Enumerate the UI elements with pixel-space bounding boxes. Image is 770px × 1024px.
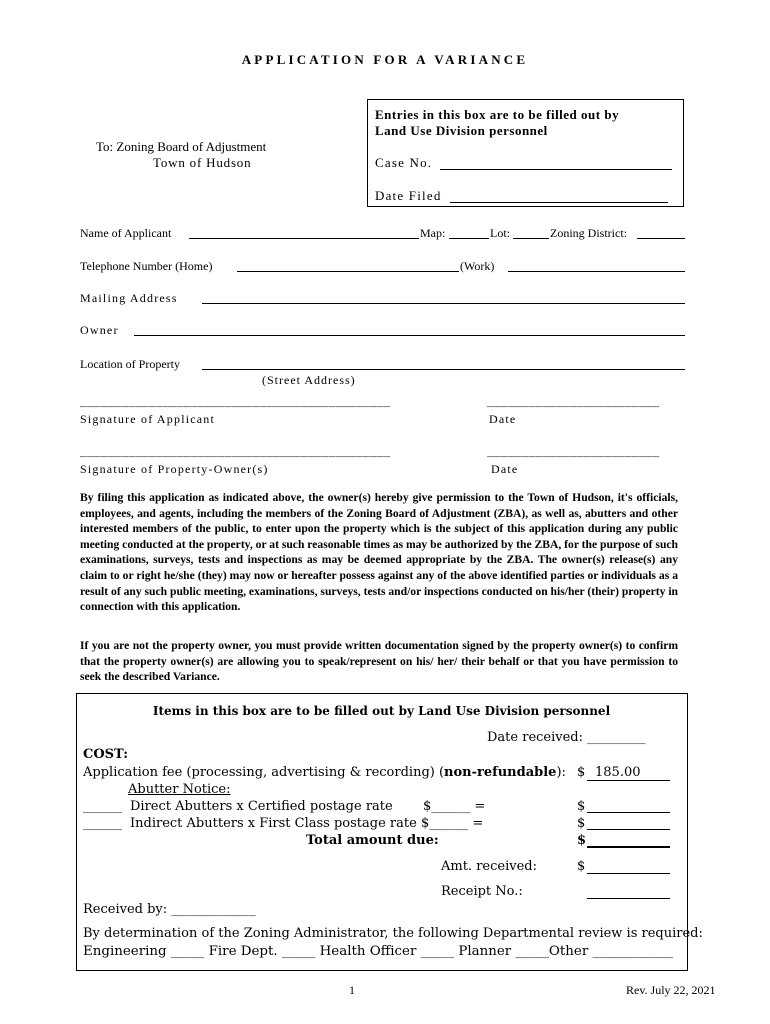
determination-text: By determination of the Zoning Administrator, the following Departmental review is required: (83, 926, 703, 941)
amount-received-label: Amt. received: (441, 859, 537, 874)
addressee-line2: Town of Hudson (153, 155, 252, 170)
app-fee-amount-field[interactable] (587, 765, 670, 781)
map-label: Map: (420, 226, 446, 240)
application-fee-label (83, 765, 566, 780)
applicant-date-label: Date (489, 412, 517, 426)
page-title: APPLICATION FOR A VARIANCE (241, 52, 529, 67)
mailing-address-field[interactable] (202, 303, 685, 304)
date-filed-label: Date Filed (375, 188, 442, 203)
indirect-abutters-dollar: $ (577, 816, 586, 831)
app-fee-nonrefundable: non-refundable (444, 765, 557, 780)
telephone-work-field[interactable] (508, 271, 685, 272)
location-of-property-label: Location of Property (80, 357, 180, 371)
owner-label: Owner (80, 323, 119, 337)
total-amount-field[interactable] (587, 846, 670, 848)
receipt-no-field[interactable] (587, 898, 670, 899)
case-no-label: Case No. (375, 155, 433, 170)
location-of-property-field[interactable] (202, 369, 685, 370)
revision-date: Rev. July 22, 2021 (626, 983, 716, 997)
cost-box (76, 693, 703, 971)
app-fee-suffix: ): (556, 765, 566, 780)
direct-abutters-count[interactable]: ______ (83, 799, 122, 814)
telephone-home-field[interactable] (237, 271, 459, 272)
addressee-line1: To: Zoning Board of Adjustment (96, 139, 267, 154)
owner-field[interactable] (134, 335, 685, 336)
street-address-label: (Street Address) (262, 373, 356, 387)
receipt-no-label: Receipt No.: (441, 884, 523, 899)
app-fee-amount: 185.00 (595, 765, 641, 780)
indirect-abutters-total-field[interactable] (587, 829, 670, 830)
owner-notice-paragraph: If you are not the property owner, you must provide written documentation signed by the property owner(s) to confirm that the property owner(s) are allowing you to speak/represent on his/ her/ their behalf or that you have permission to seek the described Variance. (80, 639, 678, 684)
indirect-abutters-label: Indirect Abutters x First Class postage rate $______ = (130, 816, 484, 831)
received-by-field[interactable]: Received by: _____________ (83, 902, 256, 917)
total-dollar: $ (577, 833, 587, 848)
cost-label: COST: (83, 747, 129, 762)
cost-box-heading: Items in this box are to be filled out by Land Use Division personnel (152, 704, 611, 718)
app-fee-dollar: $ (577, 765, 586, 780)
signature-of-applicant-label: Signature of Applicant (80, 412, 216, 426)
owner-date-label: Date (491, 462, 519, 476)
name-of-applicant-field[interactable] (189, 238, 419, 239)
mailing-address-label: Mailing Address (80, 291, 178, 305)
permission-paragraph: By filing this application as indicated above, the owner(s) hereby give permission to the Town of Hudson, it's officials, employees, and agents, including the members of the Zoning Board of Adjustment (ZBA), as well as, abutters and other interested members of the public, to enter upon the property which is the subject of this application during any public meeting conducted at the property, or at such reasonable times as may be authorized by the ZBA, for the purpose of such examinations, surveys, tests and inspections as may be deemed appropriate by the ZBA. The owner(s) release(s) any claim to or right he/she (they) may now or hereafter possess against any of the above identified parties or individuals as a result of any such public meeting, examinations, surveys, tests and/or inspections conducted on his/her (their) property in connection with this application. (80, 491, 678, 614)
amount-received-dollar: $ (577, 859, 586, 874)
page-number: 1 (349, 983, 355, 997)
departmental-review-line[interactable]: Engineering _____ Fire Dept. _____ Health Officer _____ Planner _____Other ____________ (83, 944, 673, 959)
direct-abutters-dollar: $ (577, 799, 586, 814)
direct-abutters-rate[interactable]: $______ = (423, 799, 486, 814)
zoning-district-field[interactable] (637, 238, 685, 239)
lot-field[interactable] (513, 238, 549, 239)
owner-date-line[interactable]: _________________________ (487, 448, 660, 460)
map-field[interactable] (449, 238, 489, 239)
staff-box-heading-line2: Land Use Division personnel (375, 123, 548, 138)
amount-received-field[interactable] (587, 873, 670, 874)
lot-label: Lot: (490, 226, 510, 240)
staff-box-heading-line1: Entries in this box are to be filled out by (375, 107, 620, 122)
abutter-notice-label: Abutter Notice: (128, 782, 231, 797)
total-amount-due-label: Total amount due: (306, 833, 439, 848)
signature-of-owner-label: Signature of Property-Owner(s) (80, 462, 269, 476)
direct-abutters-total-field[interactable] (587, 812, 670, 813)
date-filed-field[interactable] (450, 202, 668, 203)
date-received-field[interactable]: Date received: _________ (487, 730, 646, 745)
direct-abutters-label: Direct Abutters x Certified postage rate (130, 799, 393, 814)
telephone-work-label: (Work) (460, 259, 495, 273)
telephone-home-label: Telephone Number (Home) (80, 259, 213, 273)
app-fee-prefix: Application fee (processing, advertising & recording) ( (83, 765, 445, 780)
staff-entry-box (367, 99, 684, 207)
case-no-field[interactable] (440, 169, 672, 170)
indirect-abutters-count[interactable]: ______ (83, 816, 122, 831)
applicant-date-line[interactable]: _________________________ (487, 398, 660, 410)
zoning-district-label: Zoning District: (550, 226, 627, 240)
name-of-applicant-label: Name of Applicant (80, 226, 172, 240)
applicant-signature-line[interactable]: _____________________________________________ (80, 398, 391, 410)
owner-signature-line[interactable]: _____________________________________________ (80, 448, 391, 460)
